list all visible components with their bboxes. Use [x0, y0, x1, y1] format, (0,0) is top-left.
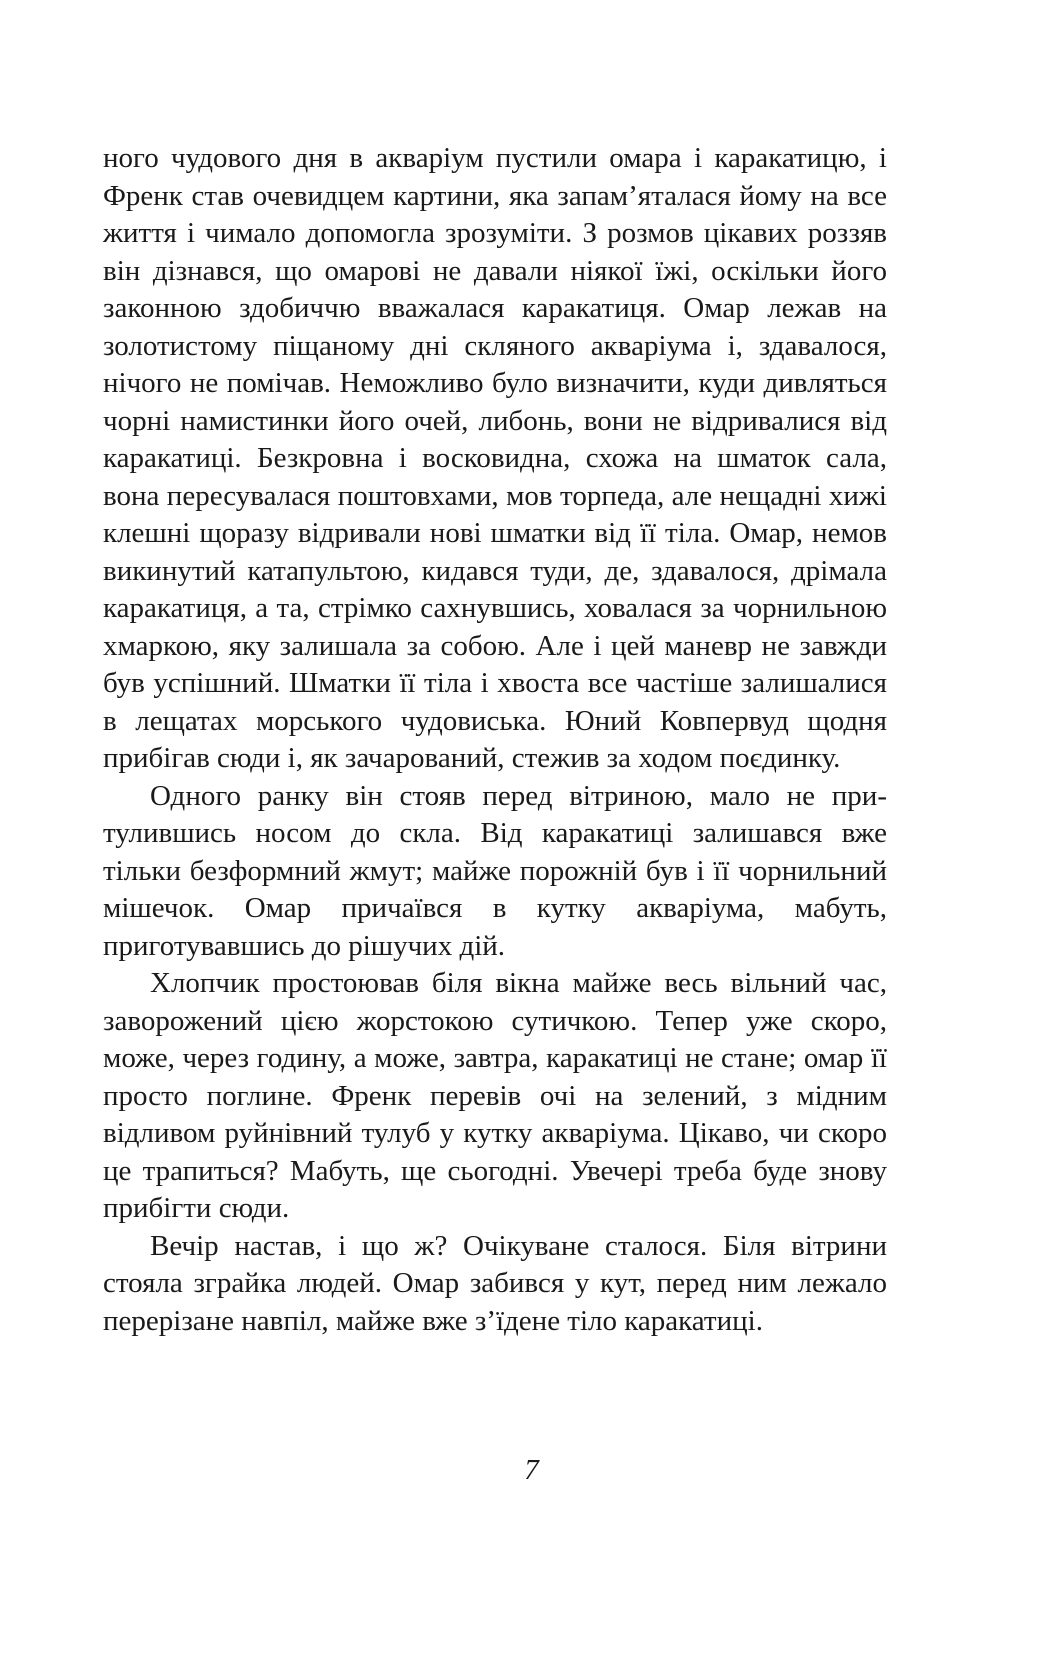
paragraph: Одного ранку він стояв перед вітриною, мало не притулившись носом до скла. Від каракатиці залишався вже тільки безформний жмут; майже порожній був і її чорнильний мішечок. Омар причаївся в кутку акваріума, мабуть, приготувавшись до рішучих дій.: [103, 779, 887, 962]
body-text: [103, 140, 887, 1340]
page-number: 7: [524, 1454, 539, 1486]
paragraph: Вечір настав, і що ж? Очікуване сталося. Біля вітрини стояла зграйка людей. Омар забився у кут, перед ним лежало перерізане навпіл, майже вже з’їдене тіло каракатиці.: [103, 1229, 887, 1337]
paragraph: Хлопчик простоював біля вікна майже весь вільний час, заворожений цією жорстокою сутичкою. Тепер уже скоро, може, через годину, а може, завтра, каракатиці не стане; омар її просто поглине. Френк перевів очі на зелений, з мідним відливом руйнівний тулуб у кутку акваріума. Цікаво, чи скоро це трапиться? Мабуть, ще сьогодні. Увечері треба буде знову прибігти сюди.: [103, 967, 887, 1224]
paragraph: ного чудового дня в акваріум пустили омара і каракатицю, і Френк став очевидцем картини, яка запам’яталася йому на все життя і чимало допомогла зрозуміти. З розмов цікавих роззяв він дізнався, що омарові не давали ніякої їжі, оскільки його законною здобиччю вважалася каракатиця. Омар лежав на золотистому піщаному дні скляного акваріума і, здавалося, нічого не помічав. Неможливо було визначити, куди дивляться чорні намистинки його очей, либонь, вони не відривалися від каракатиці. Безкровна і восковидна, схожа на шматок сала, вона пересувалася поштовхами, мов торпеда, але нещадні хижі клешні щоразу відривали нові шматки від її тіла. Омар, немов викинутий катапультою, кидався туди, де, здавалося, дрімала каракатиця, а та, стрімко сахнувшись, ховалася за чорнильною хмаркою, яку залишала за собою. Але і цей маневр не завжди був успішний. Шматки її тіла і хвоста все частіше залишалися в лещатах морського чудовиська. Юний Ковпервуд щодня прибігав сюди і, як зачарований, стежив за ходом поєдинку.: [103, 142, 887, 774]
